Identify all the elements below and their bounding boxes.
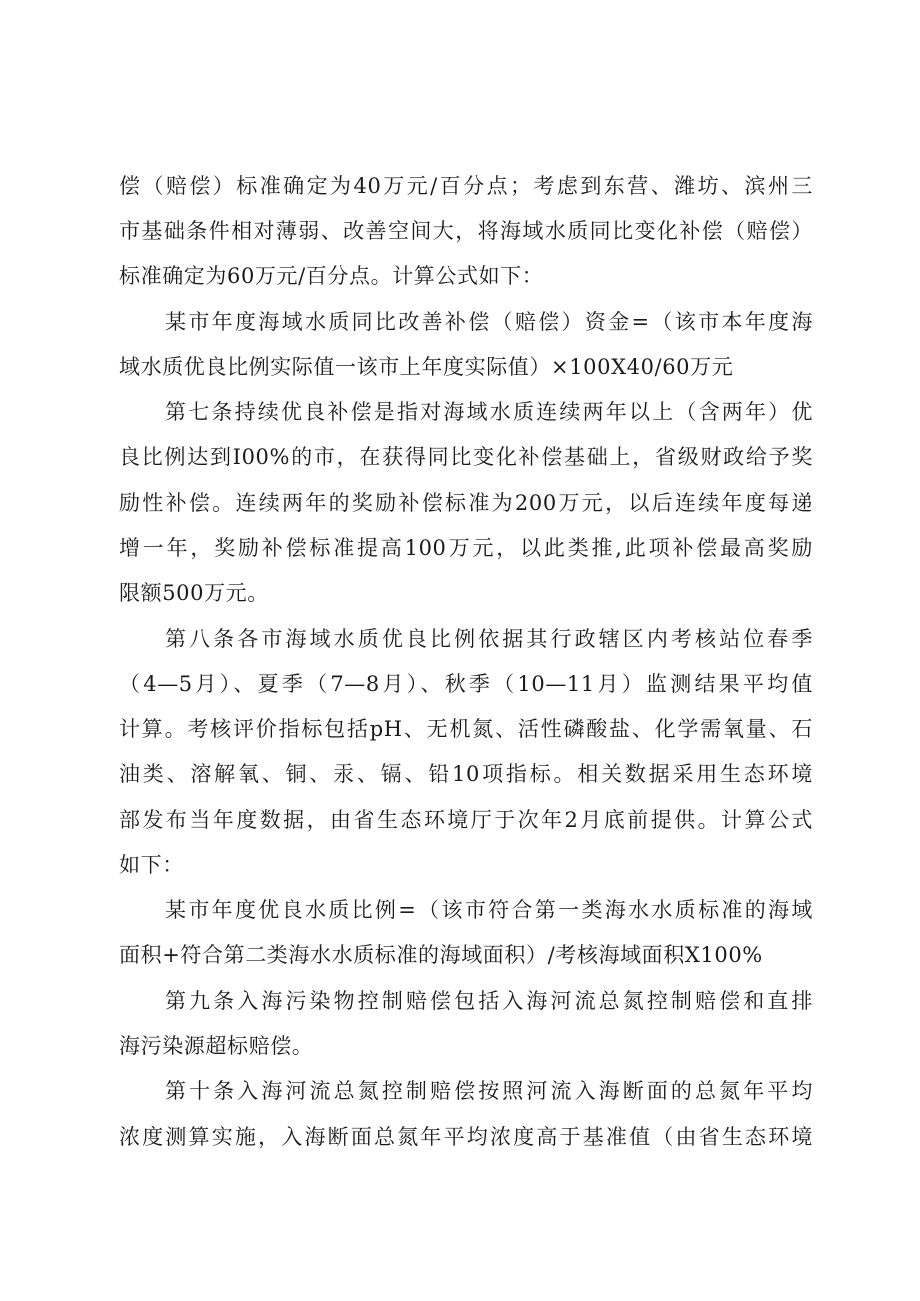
text-line: 励性补偿。连续两年的奖励补偿标准为200万元，以后连续年度每递 [119,491,813,515]
formula-line: 某市年度海域水质同比改善补偿（赔偿）资金=（该市本年度海 [165,310,813,334]
text-line: 限额500万元。 [119,581,269,605]
text-line: （4—5月）、夏季（7—8月）、秋季（10—11月）监测结果平均值 [119,672,813,696]
text-line: 浓度测算实施，入海断面总氮年平均浓度高于基准值（由省生态环境 [119,1125,813,1149]
text-line: 市基础条件相对薄弱、改善空间大，将海域水质同比变化补偿（赔偿） [119,219,813,243]
text-line: 标准确定为60万元/百分点。计算公式如下： [119,264,544,288]
text-line: 计算。考核评价指标包括pH、无机氮、活性磷酸盐、化学需氧量、石 [119,717,813,741]
formula-line: 某市年度优良水质比例=（该市符合第一类海水水质标准的海域 [165,898,813,922]
text-line: 增一年，奖励补偿标准提高100万元，以此类推,此项补偿最高奖励 [119,536,813,560]
text-line: 油类、溶解氧、铜、汞、镉、铅10项指标。相关数据采用生态环境 [119,762,813,786]
formula-line: 面积+符合第二类海水水质标准的海域面积）/考核海域面积X100% [119,943,763,967]
text-line: 部发布当年度数据，由省生态环境厅于次年2月底前提供。计算公式 [119,808,813,832]
article-9-heading-line: 第九条入海污染物控制赔偿包括入海河流总氮控制赔偿和直排 [165,989,813,1013]
text-line: 偿（赔偿）标准确定为40万元/百分点；考虑到东营、潍坊、滨州三 [119,174,813,198]
text-line: 良比例达到I00%的市，在获得同比变化补偿基础上，省级财政给予奖 [119,445,813,469]
article-10-heading-line: 第十条入海河流总氮控制赔偿按照河流入海断面的总氮年平均 [165,1079,813,1103]
article-8-heading-line: 第八条各市海域水质优良比例依据其行政辖区内考核站位春季 [165,627,813,651]
formula-line: 域水质优良比例实际值一该市上年度实际值）×100X40/60万元 [119,355,734,379]
article-7-heading-line: 第七条持续优良补偿是指对海域水质连续两年以上（含两年）优 [165,400,813,424]
text-line: 如下： [119,853,184,877]
text-line: 海污染源超标赔偿。 [119,1034,314,1058]
